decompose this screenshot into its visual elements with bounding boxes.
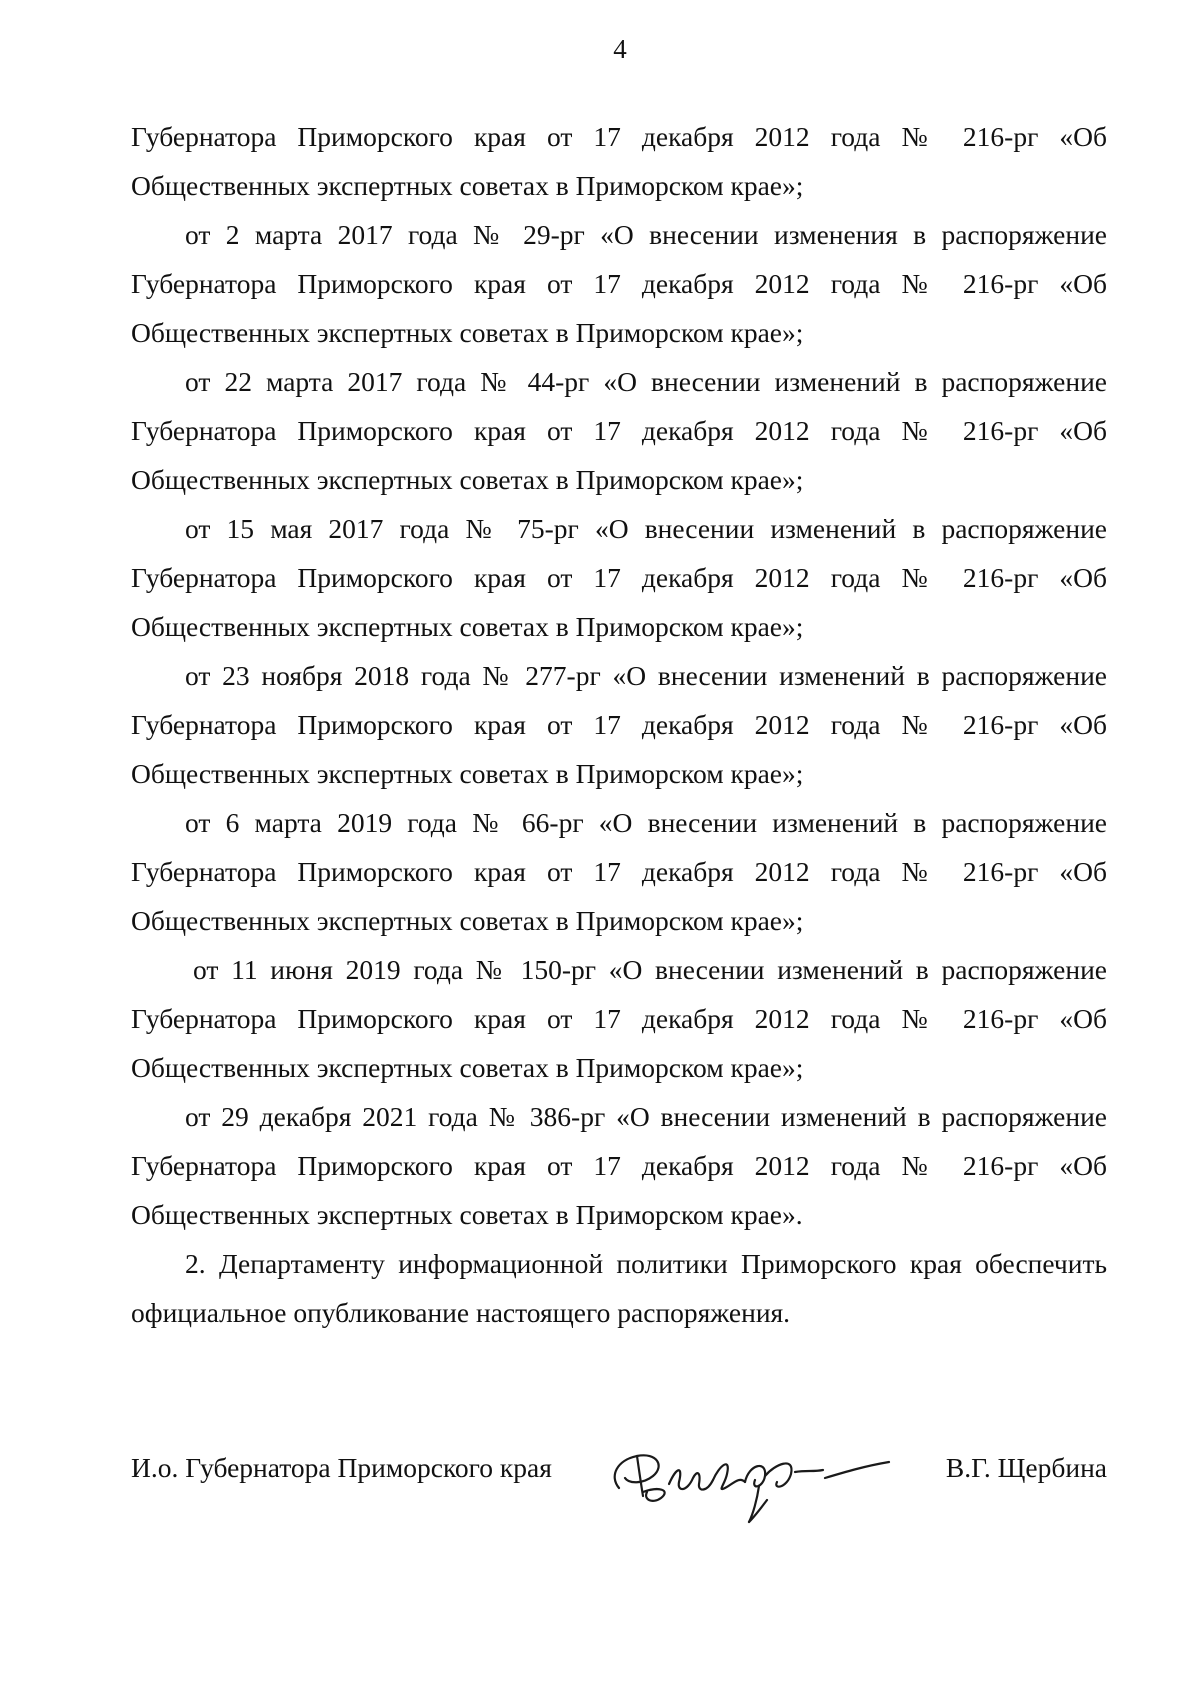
signatory-name: В.Г. Щербина	[945, 1452, 1107, 1483]
document-body	[131, 112, 1107, 1337]
paragraph-item-2: 2. Департаменту информационной политики Приморского края обеспечить официальное опубликование настоящего распоряжения.	[131, 1248, 1107, 1328]
paragraph-continuation: Губернатора Приморского края от 17 декабря 2012 года № 216-рг «Об Общественных экспертных советах в Приморском крае»;	[131, 121, 1107, 201]
paragraph-amendment-2021-12-29: от 29 декабря 2021 года № 386-рг «О внесении изменений в распоряжение Губернатора Приморского края от 17 декабря 2012 года № 216-рг «Об Общественных экспертных советах в Приморском крае».	[131, 1101, 1107, 1230]
paragraph-amendment-2017-03-02: от 2 марта 2017 года № 29-рг «О внесении изменения в распоряжение Губернатора Приморского края от 17 декабря 2012 года № 216-рг «Об Общественных экспертных советах в Приморском крае»;	[131, 219, 1107, 348]
paragraph-amendment-2017-05-15: от 15 мая 2017 года № 75-рг «О внесении изменений в распоряжение Губернатора Приморского края от 17 декабря 2012 года № 216-рг «Об Общественных экспертных советах в Приморском крае»;	[131, 513, 1107, 642]
handwritten-signature	[599, 1426, 899, 1526]
paragraph-amendment-2019-06-11: от 11 июня 2019 года № 150-рг «О внесении изменений в распоряжение Губернатора Приморского края от 17 декабря 2012 года № 216-рг «Об Общественных экспертных советах в Приморском крае»;	[131, 954, 1107, 1083]
paragraph-amendment-2017-03-22: от 22 марта 2017 года № 44-рг «О внесении изменений в распоряжение Губернатора Приморского края от 17 декабря 2012 года № 216-рг «Об Общественных экспертных советах в Приморском крае»;	[131, 366, 1107, 495]
signature-block	[131, 1440, 1107, 1520]
signatory-title: И.о. Губернатора Приморского края	[131, 1452, 552, 1483]
paragraph-amendment-2018-11-23: от 23 ноября 2018 года № 277-рг «О внесении изменений в распоряжение Губернатора Приморского края от 17 декабря 2012 года № 216-рг «Об Общественных экспертных советах в Приморском крае»;	[131, 660, 1107, 789]
paragraph-amendment-2019-03-06: от 6 марта 2019 года № 66-рг «О внесении изменений в распоряжение Губернатора Приморского края от 17 декабря 2012 года № 216-рг «Об Общественных экспертных советах в Приморском крае»;	[131, 807, 1107, 936]
page-number: 4	[613, 34, 627, 64]
